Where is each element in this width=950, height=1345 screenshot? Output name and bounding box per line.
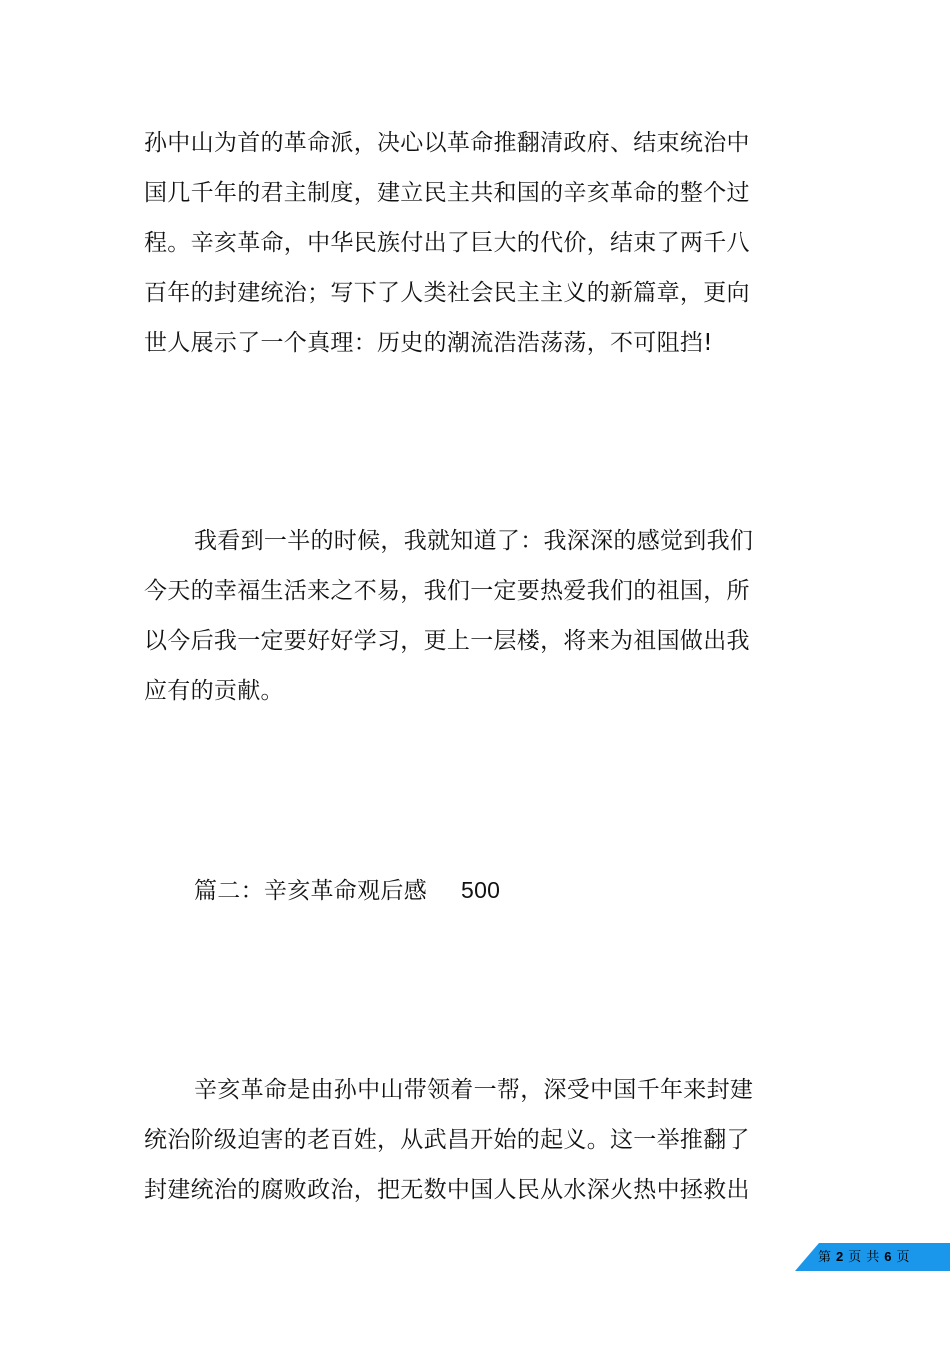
paragraph-line: 国几千年的君主制度，建立民主共和国的辛亥革命的整个过 bbox=[144, 180, 750, 206]
page-number bbox=[818, 1247, 948, 1268]
paragraph-line: 今天的幸福生活来之不易，我们一定要热爱我们的祖国，所 bbox=[144, 578, 750, 604]
page-unit: 页 bbox=[848, 1250, 862, 1265]
total-pages: 6 bbox=[884, 1249, 892, 1264]
paragraph-line: 以今后我一定要好好学习，更上一层楼，将来为祖国做出我 bbox=[144, 628, 750, 654]
paragraph-line: 封建统治的腐败政治，把无数中国人民从水深火热中拯救出 bbox=[144, 1177, 750, 1203]
paragraph-line: 应有的贡献。 bbox=[144, 678, 284, 704]
total-prefix: 共 bbox=[866, 1250, 880, 1265]
paragraph-line: 统治阶级迫害的老百姓，从武昌开始的起义。这一举推翻了 bbox=[144, 1127, 750, 1153]
paragraph-line: 程。辛亥革命，中华民族付出了巨大的代价，结束了两千八 bbox=[144, 230, 750, 256]
paragraph-line: 百年的封建统治；写下了人类社会民主主义的新篇章，更向 bbox=[144, 280, 750, 306]
page-prefix: 第 bbox=[818, 1250, 832, 1265]
total-unit: 页 bbox=[896, 1250, 910, 1265]
paragraph-line: 辛亥革命是由孙中山带领着一帮，深受中国千年来封建 bbox=[194, 1077, 754, 1103]
heading-line bbox=[194, 875, 500, 905]
paragraph-line: 孙中山为首的革命派，决心以革命推翻清政府、结束统治中 bbox=[144, 130, 750, 156]
current-page: 2 bbox=[836, 1249, 844, 1264]
heading-title: 篇二：辛亥革命观后感 bbox=[194, 878, 427, 904]
paragraph-line: 世人展示了一个真理：历史的潮流浩浩荡荡，不可阻挡! bbox=[144, 330, 713, 356]
paragraph-line: 我看到一半的时候，我就知道了：我深深的感觉到我们 bbox=[194, 528, 754, 554]
heading-number: 500 bbox=[461, 877, 501, 903]
